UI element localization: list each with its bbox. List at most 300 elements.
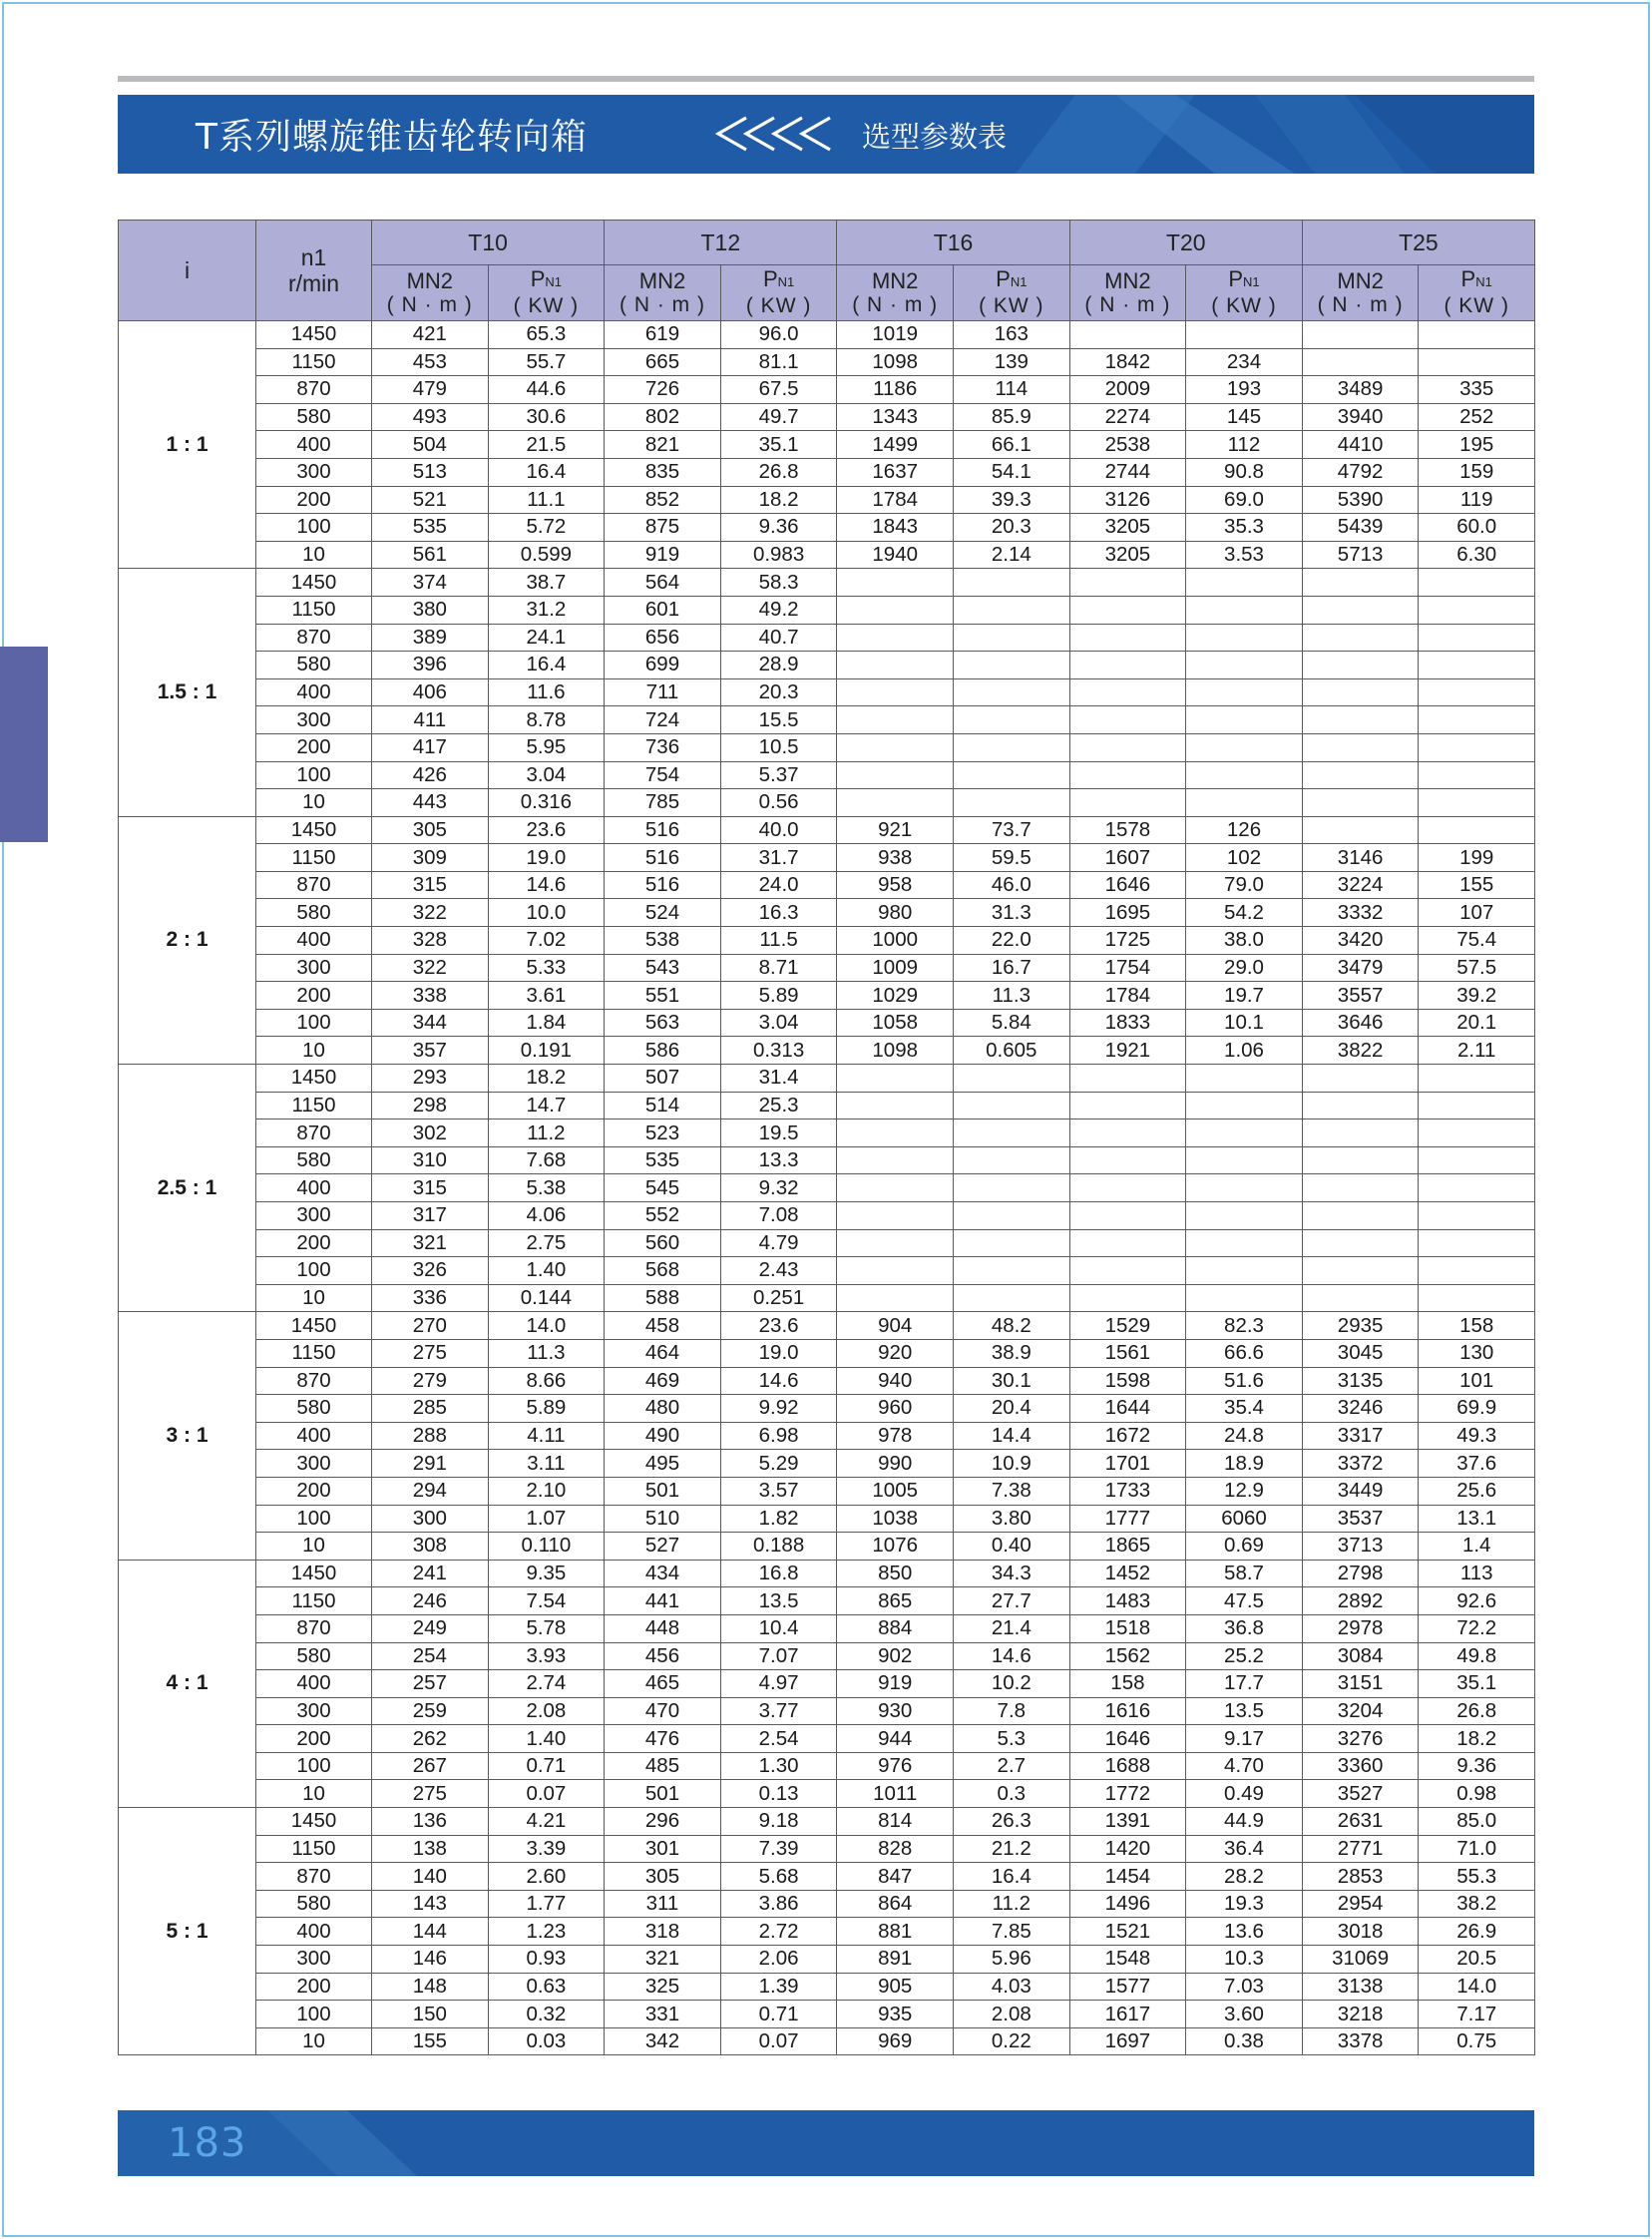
torque-label: MN2 (1337, 267, 1384, 293)
value-cell: 1940 (837, 541, 954, 569)
value-cell: 513 (372, 458, 489, 486)
value-cell (1302, 1174, 1419, 1202)
value-cell (1302, 321, 1419, 349)
value-cell: 19.0 (488, 844, 605, 872)
table-row (119, 1863, 1535, 1891)
value-cell (1302, 1065, 1419, 1093)
power-label-subscript: N1 (777, 274, 795, 289)
value-cell (1069, 761, 1186, 789)
value-cell (1419, 678, 1535, 706)
value-cell: 560 (605, 1229, 721, 1257)
table-body (119, 321, 1535, 2055)
value-cell: 9.17 (1186, 1725, 1303, 1753)
value-cell: 30.6 (488, 403, 605, 431)
table-row (119, 348, 1535, 376)
value-cell: 736 (605, 733, 721, 761)
value-cell: 847 (837, 1863, 954, 1891)
value-cell: 921 (837, 816, 954, 844)
value-cell: 1098 (837, 348, 954, 376)
value-cell (1186, 624, 1303, 652)
value-cell: 113 (1419, 1560, 1535, 1587)
value-cell: 308 (372, 1533, 489, 1561)
value-cell: 24.8 (1186, 1422, 1303, 1450)
page-number: 183 (168, 2120, 247, 2166)
value-cell: 25.3 (720, 1092, 837, 1120)
table-row (119, 1780, 1535, 1808)
value-cell (1186, 1202, 1303, 1230)
value-cell: 479 (372, 376, 489, 404)
value-cell: 785 (605, 789, 721, 817)
value-cell: 850 (837, 1560, 954, 1587)
value-cell: 112 (1186, 431, 1303, 459)
value-cell: 1019 (837, 321, 954, 349)
value-cell: 724 (605, 706, 721, 734)
value-cell: 448 (605, 1614, 721, 1642)
value-cell (1186, 1174, 1303, 1202)
speed-cell: 1450 (256, 1808, 372, 1836)
value-cell (837, 569, 954, 597)
value-cell: 884 (837, 1614, 954, 1642)
value-cell: 4.79 (720, 1229, 837, 1257)
value-cell: 293 (372, 1065, 489, 1093)
value-cell (1419, 1257, 1535, 1285)
value-cell: 3135 (1302, 1367, 1419, 1395)
value-cell: 15.5 (720, 706, 837, 734)
speed-cell: 200 (256, 486, 372, 514)
value-cell (1186, 678, 1303, 706)
table-row (119, 2001, 1535, 2028)
speed-cell: 1150 (256, 596, 372, 624)
value-cell: 1561 (1069, 1339, 1186, 1367)
table-row (119, 927, 1535, 955)
table-row (119, 1174, 1535, 1202)
table-row (119, 1614, 1535, 1642)
value-cell: 6.98 (720, 1422, 837, 1450)
table-row (119, 1065, 1535, 1093)
speed-cell: 300 (256, 706, 372, 734)
table-row (119, 1808, 1535, 1836)
ratio-cell: 2 : 1 (119, 816, 256, 1064)
value-cell: 2.10 (488, 1477, 605, 1505)
value-cell: 7.68 (488, 1146, 605, 1174)
value-cell: 0.03 (488, 2027, 605, 2055)
value-cell (1069, 1092, 1186, 1120)
value-cell: 852 (605, 486, 721, 514)
value-cell: 5.89 (488, 1395, 605, 1423)
value-cell: 2631 (1302, 1808, 1419, 1836)
value-cell: 2538 (1069, 431, 1186, 459)
table-row (119, 569, 1535, 597)
speed-cell: 870 (256, 376, 372, 404)
value-cell (1069, 733, 1186, 761)
speed-cell: 300 (256, 1450, 372, 1478)
value-cell: 1000 (837, 927, 954, 955)
value-cell: 4410 (1302, 431, 1419, 459)
value-cell: 5.84 (954, 1009, 1070, 1037)
value-cell: 3.61 (488, 982, 605, 1010)
table-row (119, 816, 1535, 844)
value-cell: 2853 (1302, 1863, 1419, 1891)
footer-bar (118, 2110, 1534, 2176)
value-cell: 14.6 (954, 1642, 1070, 1670)
value-cell: 865 (837, 1587, 954, 1615)
value-cell: 35.4 (1186, 1395, 1303, 1423)
value-cell: 514 (605, 1092, 721, 1120)
value-cell (954, 1146, 1070, 1174)
value-cell: 20.3 (720, 678, 837, 706)
value-cell: 259 (372, 1697, 489, 1725)
value-cell (1419, 348, 1535, 376)
value-cell: 0.49 (1186, 1780, 1303, 1808)
value-cell (1186, 652, 1303, 679)
table-row (119, 403, 1535, 431)
value-cell: 5.95 (488, 733, 605, 761)
value-cell: 85.0 (1419, 1808, 1535, 1836)
value-cell (1186, 1229, 1303, 1257)
value-cell (954, 569, 1070, 597)
value-cell: 1772 (1069, 1780, 1186, 1808)
speed-cell: 1450 (256, 816, 372, 844)
value-cell: 490 (605, 1422, 721, 1450)
value-cell: 938 (837, 844, 954, 872)
table-row (119, 486, 1535, 514)
value-cell: 1701 (1069, 1450, 1186, 1478)
value-cell: 2.06 (720, 1946, 837, 1974)
value-cell: 1.40 (488, 1725, 605, 1753)
value-cell: 656 (605, 624, 721, 652)
value-cell (954, 678, 1070, 706)
value-cell: 58.3 (720, 569, 837, 597)
value-cell: 1777 (1069, 1505, 1186, 1533)
torque-header (837, 265, 954, 321)
value-cell: 1098 (837, 1037, 954, 1065)
model-header: T25 (1302, 221, 1534, 265)
value-cell: 73.7 (954, 816, 1070, 844)
value-cell: 18.9 (1186, 1450, 1303, 1478)
chevrons-icon (714, 113, 834, 155)
value-cell (1302, 1120, 1419, 1147)
value-cell (1419, 1146, 1535, 1174)
value-cell (837, 761, 954, 789)
value-cell: 3126 (1069, 486, 1186, 514)
value-cell: 1607 (1069, 844, 1186, 872)
value-cell: 1688 (1069, 1752, 1186, 1780)
value-cell: 13.3 (720, 1146, 837, 1174)
value-cell (1069, 1120, 1186, 1147)
value-cell: 40.7 (720, 624, 837, 652)
value-cell: 7.03 (1186, 1973, 1303, 2001)
value-cell: 1672 (1069, 1422, 1186, 1450)
power-label: P (530, 266, 546, 291)
ratio-cell: 4 : 1 (119, 1560, 256, 1807)
value-cell: 1529 (1069, 1312, 1186, 1340)
table-row (119, 1946, 1535, 1974)
power-unit: ( KW ) (1444, 294, 1509, 317)
value-cell: 18.2 (720, 486, 837, 514)
value-cell: 288 (372, 1422, 489, 1450)
value-cell: 1.30 (720, 1752, 837, 1780)
value-cell: 1452 (1069, 1560, 1186, 1587)
value-cell: 1578 (1069, 816, 1186, 844)
value-cell: 21.5 (488, 431, 605, 459)
value-cell: 1842 (1069, 348, 1186, 376)
value-cell: 990 (837, 1450, 954, 1478)
value-cell (837, 1229, 954, 1257)
value-cell: 523 (605, 1120, 721, 1147)
value-cell: 10.1 (1186, 1009, 1303, 1037)
value-cell: 23.6 (488, 816, 605, 844)
value-cell: 2.14 (954, 541, 1070, 569)
value-cell: 1420 (1069, 1835, 1186, 1863)
value-cell (954, 1229, 1070, 1257)
value-cell: 101 (1419, 1367, 1535, 1395)
table-head (119, 221, 1535, 321)
speed-cell: 200 (256, 1477, 372, 1505)
value-cell: 305 (605, 1863, 721, 1891)
value-cell: 90.8 (1186, 458, 1303, 486)
speed-cell: 1150 (256, 348, 372, 376)
value-cell: 8.71 (720, 954, 837, 982)
value-cell: 16.8 (720, 1560, 837, 1587)
table-row (119, 1670, 1535, 1698)
value-cell: 9.32 (720, 1174, 837, 1202)
value-cell: 13.5 (1186, 1697, 1303, 1725)
speed-cell: 1150 (256, 1339, 372, 1367)
value-cell (837, 678, 954, 706)
value-cell: 501 (605, 1477, 721, 1505)
value-cell: 0.69 (1186, 1533, 1303, 1561)
value-cell: 279 (372, 1367, 489, 1395)
value-cell: 434 (605, 1560, 721, 1587)
value-cell: 619 (605, 321, 721, 349)
table-row (119, 1037, 1535, 1065)
value-cell: 538 (605, 927, 721, 955)
model-header: T16 (837, 221, 1069, 265)
speed-header (256, 221, 372, 321)
value-cell (1419, 789, 1535, 817)
value-cell: 11.3 (954, 982, 1070, 1010)
value-cell: 3489 (1302, 376, 1419, 404)
torque-unit: ( N · m ) (852, 292, 939, 316)
value-cell: 7.8 (954, 1697, 1070, 1725)
value-cell: 1.77 (488, 1890, 605, 1918)
value-cell: 0.22 (954, 2027, 1070, 2055)
value-cell: 1784 (1069, 982, 1186, 1010)
value-cell: 158 (1069, 1670, 1186, 1698)
value-cell (1186, 1257, 1303, 1285)
speed-cell: 580 (256, 1146, 372, 1174)
value-cell: 140 (372, 1863, 489, 1891)
value-cell: 754 (605, 761, 721, 789)
torque-label: MN2 (638, 267, 686, 293)
value-cell: 535 (605, 1146, 721, 1174)
value-cell: 11.2 (488, 1120, 605, 1147)
value-cell: 944 (837, 1725, 954, 1753)
value-cell: 4.21 (488, 1808, 605, 1836)
value-cell: 1.84 (488, 1009, 605, 1037)
value-cell: 3449 (1302, 1477, 1419, 1505)
speed-cell: 10 (256, 1284, 372, 1312)
value-cell: 315 (372, 1174, 489, 1202)
value-cell: 464 (605, 1339, 721, 1367)
value-cell: 465 (605, 1670, 721, 1698)
value-cell: 563 (605, 1009, 721, 1037)
value-cell: 421 (372, 321, 489, 349)
value-cell: 2798 (1302, 1560, 1419, 1587)
table-row (119, 458, 1535, 486)
speed-cell: 1150 (256, 844, 372, 872)
value-cell: 930 (837, 1697, 954, 1725)
table-row (119, 1395, 1535, 1423)
value-cell: 39.2 (1419, 982, 1535, 1010)
value-cell: 3.77 (720, 1697, 837, 1725)
table-row (119, 1533, 1535, 1561)
value-cell: 69.0 (1186, 486, 1303, 514)
value-cell (1186, 1284, 1303, 1312)
value-cell: 24.0 (720, 871, 837, 899)
value-cell: 326 (372, 1257, 489, 1285)
value-cell: 524 (605, 899, 721, 927)
value-cell: 25.2 (1186, 1642, 1303, 1670)
value-cell: 38.7 (488, 569, 605, 597)
value-cell: 30.1 (954, 1367, 1070, 1395)
table-row (119, 678, 1535, 706)
table-row (119, 1312, 1535, 1340)
value-cell: 4.70 (1186, 1752, 1303, 1780)
value-cell: 55.3 (1419, 1863, 1535, 1891)
speed-cell: 10 (256, 1780, 372, 1808)
value-cell: 35.1 (1419, 1670, 1535, 1698)
value-cell (1419, 569, 1535, 597)
power-header (488, 265, 605, 321)
value-cell (1069, 652, 1186, 679)
value-cell: 0.71 (488, 1752, 605, 1780)
value-cell: 195 (1419, 431, 1535, 459)
value-cell: 92.6 (1419, 1587, 1535, 1615)
value-cell (1069, 706, 1186, 734)
table-row (119, 1146, 1535, 1174)
table-row (119, 514, 1535, 542)
value-cell: 1343 (837, 403, 954, 431)
value-cell: 19.3 (1186, 1890, 1303, 1918)
value-cell: 3.04 (488, 761, 605, 789)
value-cell: 19.5 (720, 1120, 837, 1147)
value-cell: 1011 (837, 1780, 954, 1808)
value-cell: 1.07 (488, 1505, 605, 1533)
value-cell: 82.3 (1186, 1312, 1303, 1340)
value-cell: 294 (372, 1477, 489, 1505)
value-cell: 1005 (837, 1477, 954, 1505)
value-cell (954, 1257, 1070, 1285)
value-cell: 1921 (1069, 1037, 1186, 1065)
value-cell: 0.93 (488, 1946, 605, 1974)
speed-cell: 100 (256, 514, 372, 542)
speed-cell: 400 (256, 1174, 372, 1202)
value-cell (1186, 569, 1303, 597)
value-cell: 3.11 (488, 1450, 605, 1478)
value-cell: 458 (605, 1312, 721, 1340)
power-label-subscript: N1 (1243, 274, 1260, 289)
table-row (119, 1587, 1535, 1615)
speed-cell: 1150 (256, 1587, 372, 1615)
value-cell: 39.3 (954, 486, 1070, 514)
speed-cell: 400 (256, 1918, 372, 1946)
value-cell (837, 624, 954, 652)
table-row (119, 1973, 1535, 2001)
value-cell: 1725 (1069, 927, 1186, 955)
value-cell (1069, 678, 1186, 706)
value-cell (1419, 1092, 1535, 1120)
value-cell: 21.2 (954, 1835, 1070, 1863)
speed-cell: 200 (256, 1229, 372, 1257)
value-cell: 1.82 (720, 1505, 837, 1533)
value-cell: 20.4 (954, 1395, 1070, 1423)
value-cell: 7.85 (954, 1918, 1070, 1946)
value-cell: 476 (605, 1725, 721, 1753)
value-cell (1419, 1284, 1535, 1312)
ratio-cell: 2.5 : 1 (119, 1065, 256, 1312)
value-cell: 298 (372, 1092, 489, 1120)
value-cell: 267 (372, 1752, 489, 1780)
value-cell: 14.7 (488, 1092, 605, 1120)
value-cell: 0.3 (954, 1780, 1070, 1808)
value-cell: 0.605 (954, 1037, 1070, 1065)
value-cell: 275 (372, 1339, 489, 1367)
value-cell (1302, 1202, 1419, 1230)
value-cell: 493 (372, 403, 489, 431)
value-cell (1419, 1229, 1535, 1257)
value-cell: 3084 (1302, 1642, 1419, 1670)
value-cell: 338 (372, 982, 489, 1010)
value-cell: 310 (372, 1146, 489, 1174)
value-cell: 417 (372, 733, 489, 761)
value-cell: 16.3 (720, 899, 837, 927)
value-cell: 0.110 (488, 1533, 605, 1561)
value-cell (1186, 733, 1303, 761)
power-label-subscript: N1 (1010, 274, 1028, 289)
value-cell: 102 (1186, 844, 1303, 872)
value-cell: 20.5 (1419, 1946, 1535, 1974)
value-cell: 27.7 (954, 1587, 1070, 1615)
speed-cell: 1450 (256, 569, 372, 597)
value-cell: 1833 (1069, 1009, 1186, 1037)
value-cell (1302, 596, 1419, 624)
value-cell: 51.6 (1186, 1367, 1303, 1395)
value-cell: 501 (605, 1780, 721, 1808)
table-row (119, 541, 1535, 569)
value-cell: 3246 (1302, 1395, 1419, 1423)
value-cell: 311 (605, 1890, 721, 1918)
value-cell: 1391 (1069, 1808, 1186, 1836)
value-cell: 5.3 (954, 1725, 1070, 1753)
table-row (119, 789, 1535, 817)
value-cell: 16.4 (488, 458, 605, 486)
value-cell: 11.2 (954, 1890, 1070, 1918)
value-cell: 270 (372, 1312, 489, 1340)
value-cell: 0.40 (954, 1533, 1070, 1561)
speed-cell: 580 (256, 652, 372, 679)
value-cell: 1521 (1069, 1918, 1186, 1946)
value-cell: 0.07 (720, 2027, 837, 2055)
value-cell: 322 (372, 954, 489, 982)
value-cell: 0.251 (720, 1284, 837, 1312)
speed-cell: 870 (256, 1614, 372, 1642)
spec-table-wrapper (118, 220, 1534, 2055)
value-cell: 588 (605, 1284, 721, 1312)
value-cell: 1562 (1069, 1642, 1186, 1670)
value-cell: 2744 (1069, 458, 1186, 486)
speed-cell: 100 (256, 1505, 372, 1533)
